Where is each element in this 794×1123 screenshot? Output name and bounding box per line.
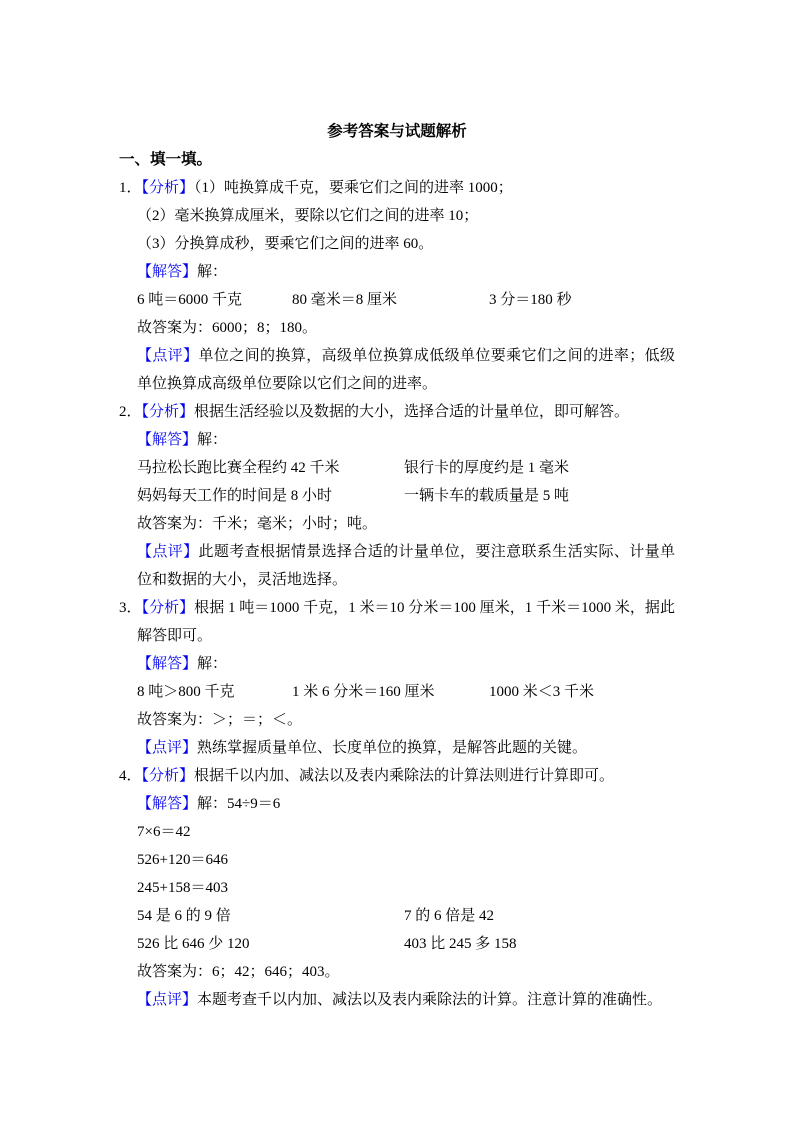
equation-cell: 8 吨＞800 千克	[137, 684, 235, 700]
comment-label: 【点评】	[137, 348, 199, 364]
item-number: 4．	[119, 768, 142, 784]
comment-paragraph	[137, 986, 675, 1014]
comment-label: 【点评】	[137, 740, 198, 756]
analysis-label: 【分析】	[141, 768, 195, 784]
comment-label: 【点评】	[137, 992, 198, 1008]
conclusion-line: 故答案为：千米；毫米；小时；吨。	[137, 516, 378, 532]
answer-paragraph	[137, 650, 675, 678]
analysis-text: 根据生活经验以及数据的大小，选择合适的计量单位，即可解答。	[194, 404, 630, 420]
item-number: 1．	[119, 180, 142, 196]
analysis-text: 根据千以内加、减法以及表内乘除法的计算法则进行计算即可。	[194, 768, 615, 784]
answer-cell: 一辆卡车的载质量是 5 吨	[404, 488, 570, 504]
analysis-paragraph	[119, 398, 675, 426]
answer-cell: 526 比 646 少 120	[137, 936, 250, 952]
equation-cell: 80 毫米＝8 厘米	[292, 292, 398, 308]
answer-item-3	[119, 594, 675, 762]
answer-row	[137, 454, 675, 482]
section-heading: 一、填一填。	[119, 151, 213, 168]
answer-cell: 54 是 6 的 9 倍	[137, 908, 231, 924]
answer-text: 解：	[197, 656, 228, 672]
comment-text: 熟练掌握质量单位、长度单位的换算，是解答此题的关键。	[197, 740, 588, 756]
answer-text: 解：	[197, 432, 228, 448]
equation-cell: 3 分＝180 秒	[489, 292, 572, 308]
answer-paragraph	[137, 790, 675, 818]
comment-label: 【点评】	[137, 544, 199, 560]
answer-cell: 妈妈每天工作的时间是 8 小时	[137, 488, 333, 504]
answer-paragraph	[137, 258, 675, 286]
conclusion-line: 故答案为：＞；＝；＜。	[137, 712, 303, 728]
answer-cell: 马拉松长跑比赛全程约 42 千米	[137, 460, 340, 476]
item-number: 3．	[119, 600, 142, 616]
answer-label: 【解答】	[137, 264, 198, 280]
answer-label: 【解答】	[137, 656, 198, 672]
analysis-detail-line: （3）分换算成秒，要乘它们之间的进率 60。	[137, 236, 434, 252]
analysis-detail-line: （2）毫米换算成厘米，要除以它们之间的进率 10；	[137, 208, 479, 224]
conclusion-line: 故答案为：6；42；646；403。	[137, 964, 340, 980]
answer-text: 解：54÷9＝6	[197, 796, 281, 812]
analysis-label: 【分析】	[141, 180, 195, 196]
answer-row	[137, 482, 675, 510]
calculation-line: 526+120＝646	[137, 852, 228, 868]
conclusion-line: 故答案为：6000；8；180。	[137, 320, 318, 336]
equations-row	[137, 678, 675, 706]
comment-text: 本题考查千以内加、减法以及表内乘除法的计算。注意计算的准确性。	[197, 992, 663, 1008]
answer-cell: 7 的 6 倍是 42	[404, 908, 495, 924]
comment-text: 此题考查根据情景选择合适的计量单位，要注意联系生活实际、计量单位和数据的大小，灵活地选择。	[137, 544, 675, 588]
analysis-text: （1）吨换算成千克，要乘它们之间的进率 1000；	[194, 180, 513, 196]
calculation-line: 245+158＝403	[137, 880, 228, 896]
comment-text: 单位之间的换算，高级单位换算成低级单位要乘它们之间的进率；低级单位换算成高级单位要除以它们之间的进率。	[137, 348, 675, 392]
answer-item-4	[119, 762, 675, 1014]
comment-paragraph	[137, 538, 675, 594]
answer-row	[137, 930, 675, 958]
document-title: 参考答案与试题解析	[327, 123, 467, 140]
answer-cell: 银行卡的厚度约是 1 毫米	[404, 460, 570, 476]
answer-paragraph	[137, 426, 675, 454]
answer-label: 【解答】	[137, 432, 198, 448]
analysis-paragraph	[119, 594, 675, 650]
analysis-text: 根据 1 吨＝1000 千克，1 米＝10 分米＝100 厘米，1 千米＝1000 米，据此解答即可。	[137, 600, 675, 644]
analysis-label: 【分析】	[141, 404, 195, 420]
answer-row	[137, 902, 675, 930]
comment-paragraph	[137, 734, 675, 762]
equation-cell: 1000 米＜3 千米	[489, 684, 595, 700]
answer-label: 【解答】	[137, 796, 198, 812]
equations-row	[137, 286, 675, 314]
analysis-paragraph	[119, 762, 675, 790]
answer-item-1	[119, 174, 675, 398]
answer-cell: 403 比 245 多 158	[404, 936, 517, 952]
analysis-paragraph	[119, 174, 675, 202]
answer-text: 解：	[197, 264, 228, 280]
analysis-label: 【分析】	[141, 600, 195, 616]
answer-item-2	[119, 398, 675, 594]
equation-cell: 6 吨＝6000 千克	[137, 292, 243, 308]
equation-cell: 1 米 6 分米＝160 厘米	[292, 684, 435, 700]
item-number: 2．	[119, 404, 142, 420]
calculation-line: 7×6＝42	[137, 824, 191, 840]
comment-paragraph	[137, 342, 675, 398]
